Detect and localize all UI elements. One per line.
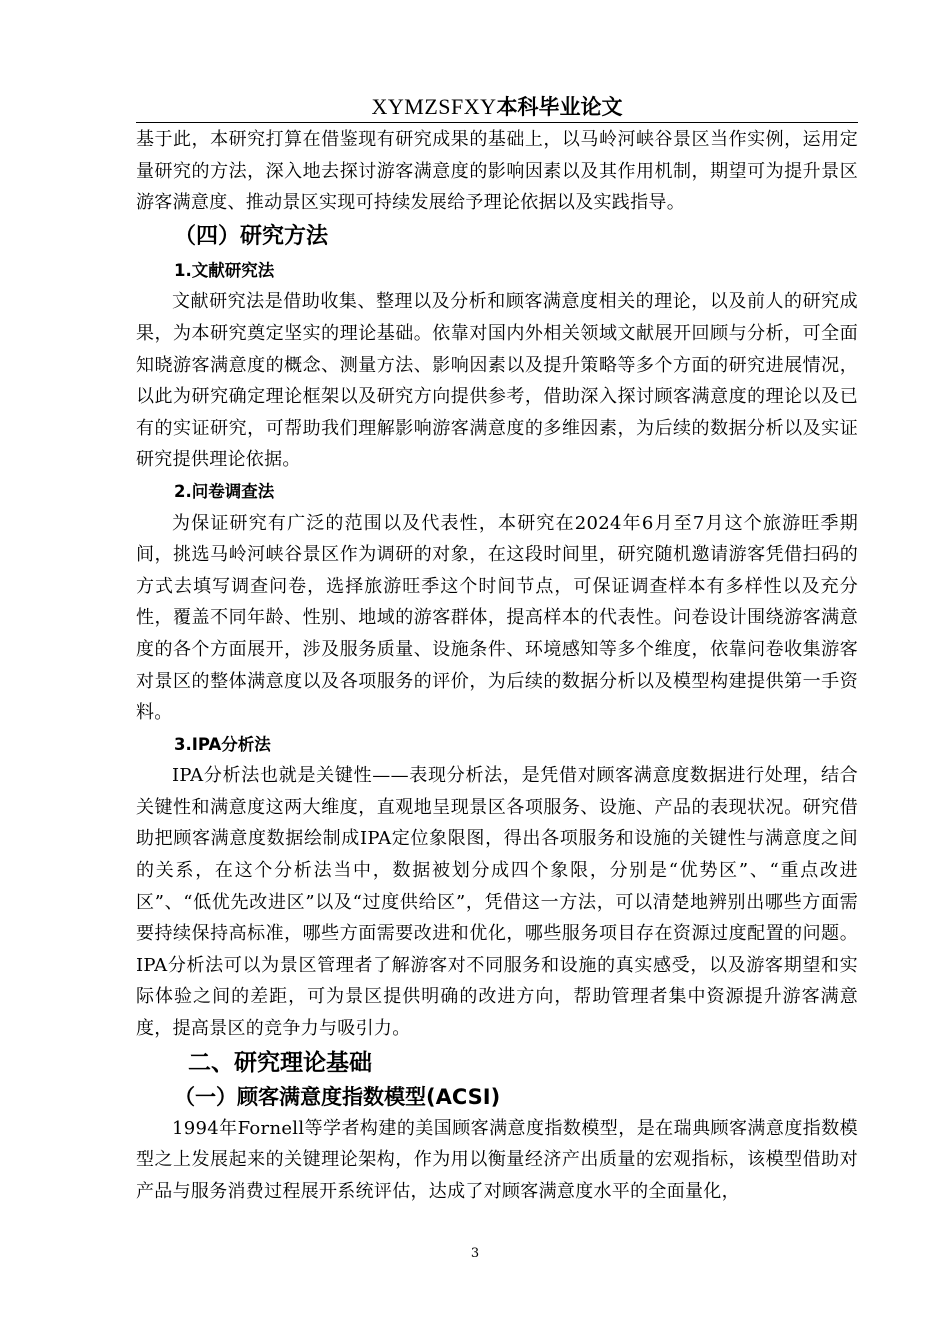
page-number: 3 xyxy=(470,1246,480,1261)
acsi-paragraph: 1994年Fornell等学者构建的美国顾客满意度指数模型，是在瑞典顾客满意度指数模型之上发展起来的关键理论架构，作为用以衡量经济产出质量的宏观指标，该模型借助对产品与服务消费过程展开系统评估，达成了对顾客满意度水平的全面量化， xyxy=(136,1117,858,1202)
subheading-questionnaire-method: 2.问卷调查法 xyxy=(174,481,275,501)
subheading-literature-method: 1.文献研究法 xyxy=(174,260,275,280)
ipa-method-paragraph: IPA分析法也就是关键性——表现分析法，是凭借对顾客满意度数据进行处理，结合关键性和满意度这两大维度，直观地呈现景区各项服务、设施、产品的表现状况。研究借助把顾客满意度数据绘制成IPA定位象限图，得出各项服务和设施的关键性与满意度之间的关系，在这个分析法当中，数据被划分成四个象限，分别是“优势区”、“重点改进区”、“低优先改进区”以及“过度供给区”，凭借这一方法，可以清楚地辨别出哪些方面需要持续保持高标准，哪些方面需要改进和优化，哪些服务项目存在资源过度配置的问题。IPA分析法可以为景区管理者了解游客对不同服务和设施的真实感受，以及游客期望和实际体验之间的差距，可为景区提供明确的改进方向，帮助管理者集中资源提升游客满意度，提高景区的竞争力与吸引力。 xyxy=(136,765,858,1040)
header-rule xyxy=(136,122,858,123)
intro-paragraph: 基于此，本研究打算在借鉴现有研究成果的基础上，以马岭河峡谷景区当作实例，运用定量研究的方法，深入地去探讨游客满意度的影响因素以及其作用机制，期望可为提升景区游客满意度、推动景区实现可持续发展给予理论依据以及实践指导。 xyxy=(136,129,858,214)
chapter-heading-theory: 二、研究理论基础 xyxy=(188,1049,372,1076)
subheading-ipa-method: 3.IPA分析法 xyxy=(174,734,271,754)
page-body xyxy=(136,124,858,1207)
questionnaire-method-paragraph: 为保证研究有广泛的范围以及代表性，本研究在2024年6月至7月这个旅游旺季期间，挑选马岭河峡谷景区作为调研的对象，在这段时间里，研究随机邀请游客凭借扫码的方式去填写调查问卷，选择旅游旺季这个时间节点，可保证调查样本有多样性以及充分性，覆盖不同年龄、性别、地域的游客群体，提高样本的代表性。问卷设计围绕游客满意度的各个方面展开，涉及服务质量、设施条件、环境感知等多个维度，依靠问卷收集游客对景区的整体满意度以及各项服务的评价，为后续的数据分析以及模型构建提供第一手资料。 xyxy=(136,512,858,724)
literature-method-paragraph: 文献研究法是借助收集、整理以及分析和顾客满意度相关的理论，以及前人的研究成果，为本研究奠定坚实的理论基础。依靠对国内外相关领域文献展开回顾与分析，可全面知晓游客满意度的概念、测量方法、影响因素以及提升策略等多个方面的研究进展情况，以此为研究确定理论框架以及研究方向提供参考，借助深入探讨顾客满意度的理论以及已有的实证研究，可帮助我们理解影响游客满意度的多维因素，为后续的数据分析以及实证研究提供理论依据。 xyxy=(136,291,858,471)
running-header xyxy=(136,93,858,122)
section-heading-research-methods: （四）研究方法 xyxy=(174,223,329,249)
header-code: XYMZSFXY xyxy=(371,94,497,119)
header-title: 本科毕业论文 xyxy=(496,95,623,119)
section-heading-acsi: （一）顾客满意度指数模型(ACSI) xyxy=(174,1084,501,1109)
